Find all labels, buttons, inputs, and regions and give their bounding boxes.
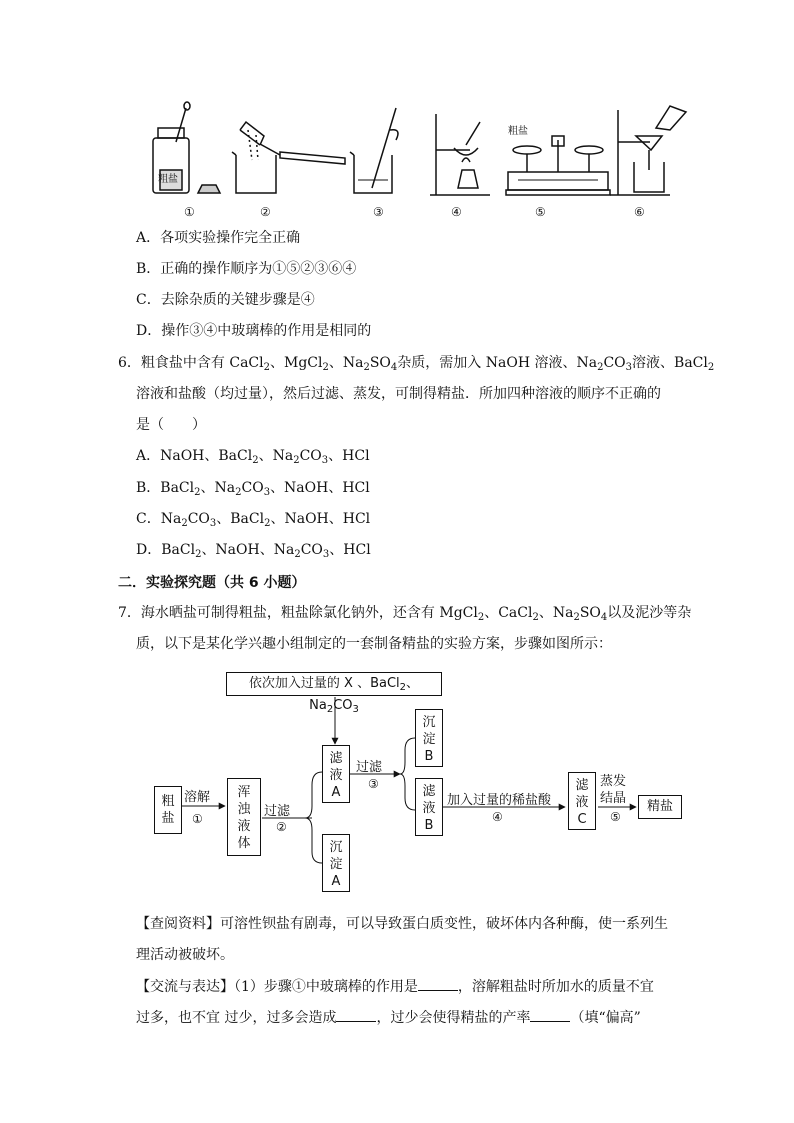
flow-filtrate-c-box: 滤 液 C	[568, 772, 596, 830]
q6-stem-line3: 是（ ）	[136, 417, 206, 433]
q5-option-d: D．操作③④中玻璃棒的作用是相同的	[136, 323, 372, 339]
flow-refined-salt-box: 精盐	[638, 795, 682, 819]
exchange-line2: 过多，也不宜 过少，过多会造成 ，过少会使得精盐的产率 （填“偏高”	[136, 1010, 641, 1026]
apparatus-number-4: ④	[451, 205, 462, 219]
answer-blank-3[interactable]	[530, 1009, 570, 1022]
apparatus-number-1: ①	[184, 205, 195, 219]
section-title: 二．实验探究题（共 6 小题）	[118, 575, 306, 591]
flow-step-4: ④	[492, 810, 503, 824]
flow-step-2: ②	[276, 820, 287, 834]
apparatus-number-3: ③	[373, 205, 384, 219]
q6-option-b: B．BaCl$_2$、$Na_2CO_3$、NaOH、HCl	[136, 480, 370, 498]
balance-label: 粗盐	[508, 126, 528, 137]
flow-filter2-label: 过滤	[356, 760, 383, 775]
flow-filtrate-a-box: 滤 液 A	[322, 745, 350, 803]
flow-step-5: ⑤	[610, 810, 621, 824]
info-line1: 【查阅资料】可溶性钡盐有剧毒，可以导致蛋白质变性，破坏体内各种酶，使一系列生	[136, 916, 668, 932]
jar-label: 粗盐	[158, 174, 178, 185]
answer-blank-1[interactable]	[418, 978, 458, 991]
q5-option-b: B．正确的操作顺序为①⑤②③⑥④	[136, 261, 357, 277]
q5-option-c: C．去除杂质的关键步骤是④	[136, 292, 315, 308]
flow-filtrate-b-box: 滤 液 B	[415, 778, 443, 836]
info-line2: 理活动被破坏。	[136, 947, 234, 963]
flow-step-3: ③	[368, 777, 379, 791]
flow-precip-a-box: 沉 淀 A	[322, 834, 350, 892]
answer-blank-2[interactable]	[336, 1009, 376, 1022]
flow-step-1: ①	[192, 812, 203, 826]
flow-precip-b-box: 沉 淀 B	[415, 709, 443, 767]
flow-crude-salt-box: 粗 盐	[154, 786, 182, 834]
apparatus-number-5: ⑤	[535, 205, 546, 219]
flow-top-box: 依次加入过量的 X 、BaCl$_2$、$Na_2CO_3$	[226, 672, 442, 696]
apparatus-number-2: ②	[260, 205, 271, 219]
q6-stem-line2: 溶液和盐酸（均过量），然后过滤、蒸发，可制得精盐．所加四种溶液的顺序不正确的	[136, 386, 661, 402]
q5-option-a: A．各项实验操作完全正确	[136, 230, 301, 246]
q6-option-a: A．NaOH、BaCl$_2$、$Na_2CO_3$、HCl	[136, 448, 370, 466]
flow-evaporate-label-2: 结晶	[600, 791, 627, 806]
q6-option-c: C．$Na_2CO_3$、BaCl$_2$、NaOH、HCl	[136, 511, 371, 529]
flow-dissolve-label: 溶解	[184, 790, 211, 805]
flow-filter1-label: 过滤	[264, 804, 291, 819]
apparatus-number-6: ⑥	[634, 205, 645, 219]
q6-option-d: D．BaCl$_2$、NaOH、$Na_2CO_3$、HCl	[136, 542, 371, 560]
flow-evaporate-label-1: 蒸发	[600, 774, 627, 789]
q7-stem-line2: 质，以下是某化学兴趣小组制定的一套制备精盐的实验方案，步骤如图所示：	[136, 636, 612, 652]
flow-turbid-box: 浑 浊 液 体	[227, 778, 261, 856]
flow-add-acid-label: 加入过量的稀盐酸	[447, 793, 552, 808]
q7-stem-line1: 7．海水晒盐可制得粗盐，粗盐除氯化钠外，还含有 MgCl$_2$、CaCl$_2$、$Na_2SO_4$以及泥沙等杂	[118, 605, 692, 623]
q6-stem-line1: 6．粗食盐中含有 CaCl$_2$、MgCl$_2$、$Na_2SO_4$杂质，需加入 NaOH 溶液、$Na_2CO_3$溶液、BaCl$_2$	[118, 355, 715, 373]
exchange-line1: 【交流与表达】（1）步骤①中玻璃棒的作用是 ，溶解粗盐时所加水的质量不宜	[136, 979, 654, 995]
